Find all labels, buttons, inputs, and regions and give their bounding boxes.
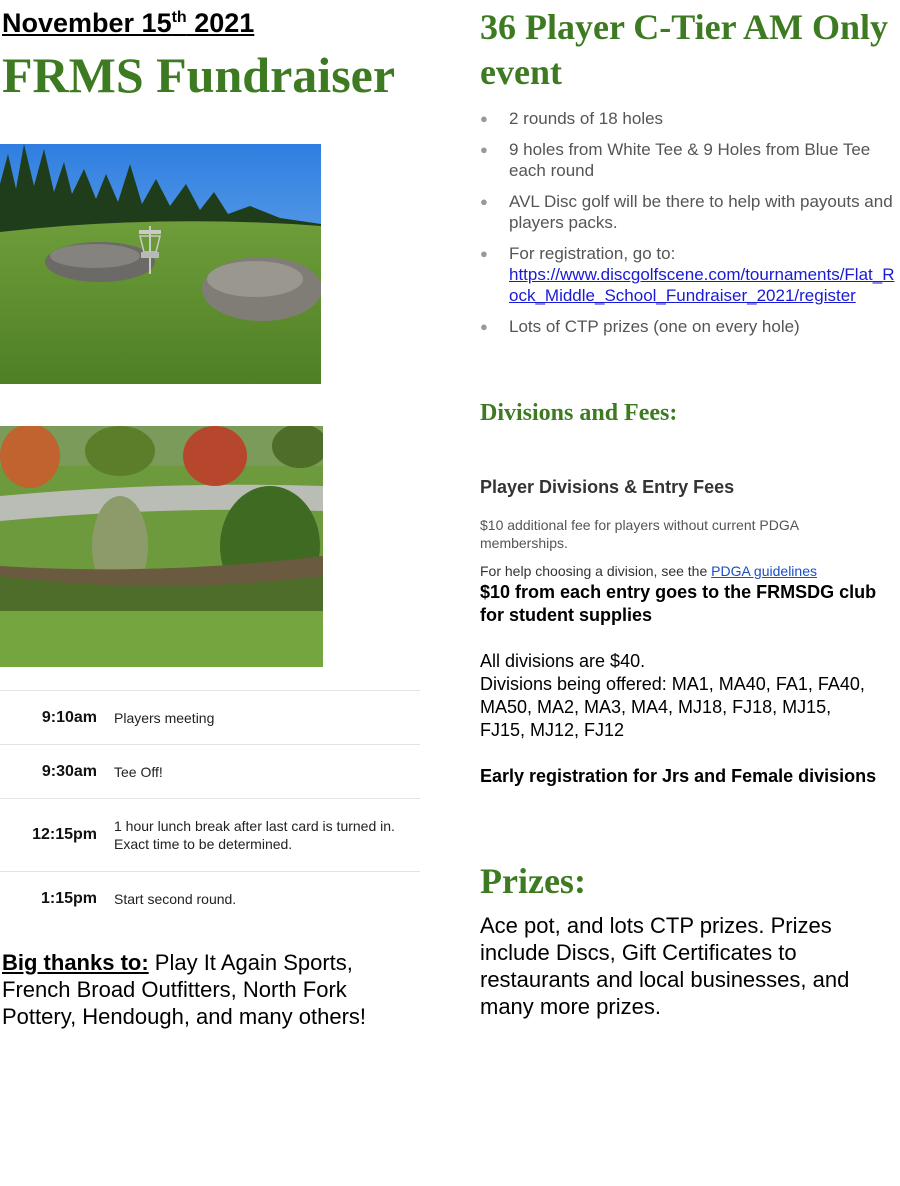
detail-text: AVL Disc golf will be there to help with payouts and players packs. [509,192,893,232]
detail-text: Lots of CTP prizes (one on every hole) [509,317,800,336]
list-item [480,108,900,129]
schedule-desc: Players meeting [113,691,420,745]
date-text: November 15 [2,8,172,38]
schedule-desc: Start second round. [113,872,420,926]
page-title: FRMS Fundraiser [2,47,396,103]
detail-text: 2 rounds of 18 holes [509,109,664,128]
price-line: All divisions are $40. [480,651,646,671]
list-item [480,139,900,181]
course-photo-fairway [0,426,323,667]
bullet-icon: ● [480,246,488,261]
date-ordinal: th [171,9,187,26]
schedule-desc: Tee Off! [113,745,420,799]
early-registration-note: Early registration for Jrs and Female divisions [480,766,877,786]
course-photo-basket [0,144,321,384]
schedule-time: 9:30am [0,745,113,799]
bullet-icon: ● [480,111,488,126]
date-year: 2021 [186,8,255,38]
schedule-time: 12:15pm [0,799,113,872]
offered-line: Divisions being offered: MA1, MA40, FA1, FA40, MA50, MA2, MA3, MA4, MJ18, FJ18, MJ15, FJ15, MJ12, FJ12 [480,674,865,740]
bullet-icon: ● [480,194,488,209]
event-details-list [480,108,900,347]
fee-note: $10 additional fee for players without current PDGA memberships. [480,517,799,551]
prizes-text: Ace pot, and lots CTP prizes. Prizes include Discs, Gift Certificates to restaurants and local businesses, and many more prizes. [480,913,850,1019]
bullet-icon: ● [480,142,488,157]
pdga-guidelines-link[interactable]: PDGA guidelines [711,563,817,579]
schedule-time: 1:15pm [0,872,113,926]
schedule-row [0,799,420,872]
thanks-label: Big thanks to: [2,950,149,975]
thanks-text: Play It Again Sports, French Broad Outfitters, North Fork Pottery, Hendough, and many others! [2,950,367,1029]
schedule-table [0,690,420,925]
event-date [2,8,254,39]
registration-link[interactable]: https://www.discgolfscene.com/tournaments/Flat_Rock_Middle_School_Fundraiser_2021/register [509,265,895,305]
schedule-row [0,691,420,745]
division-info [480,650,880,742]
schedule-row [0,872,420,926]
help-text: For help choosing a division, see the [480,563,712,579]
divisions-heading: Divisions and Fees: [480,400,678,426]
divisions-subheading: Player Divisions & Entry Fees [480,477,735,497]
schedule-time: 9:10am [0,691,113,745]
list-item [480,243,900,306]
division-help [480,563,890,579]
entry-note: $10 from each entry goes to the FRMSDG club for student supplies [480,582,877,625]
detail-text: For registration, go to: [509,244,676,263]
prizes-heading: Prizes: [480,861,586,901]
bullet-icon: ● [480,319,488,334]
schedule-desc: 1 hour lunch break after last card is turned in. Exact time to be determined. [113,799,420,872]
list-item [480,191,900,233]
detail-text: 9 holes from White Tee & 9 Holes from Blue Tee each round [509,140,871,180]
event-title: 36 Player C-Tier AM Only event [480,7,888,92]
sponsor-thanks [2,949,402,1030]
schedule-row [0,745,420,799]
list-item [480,316,900,337]
